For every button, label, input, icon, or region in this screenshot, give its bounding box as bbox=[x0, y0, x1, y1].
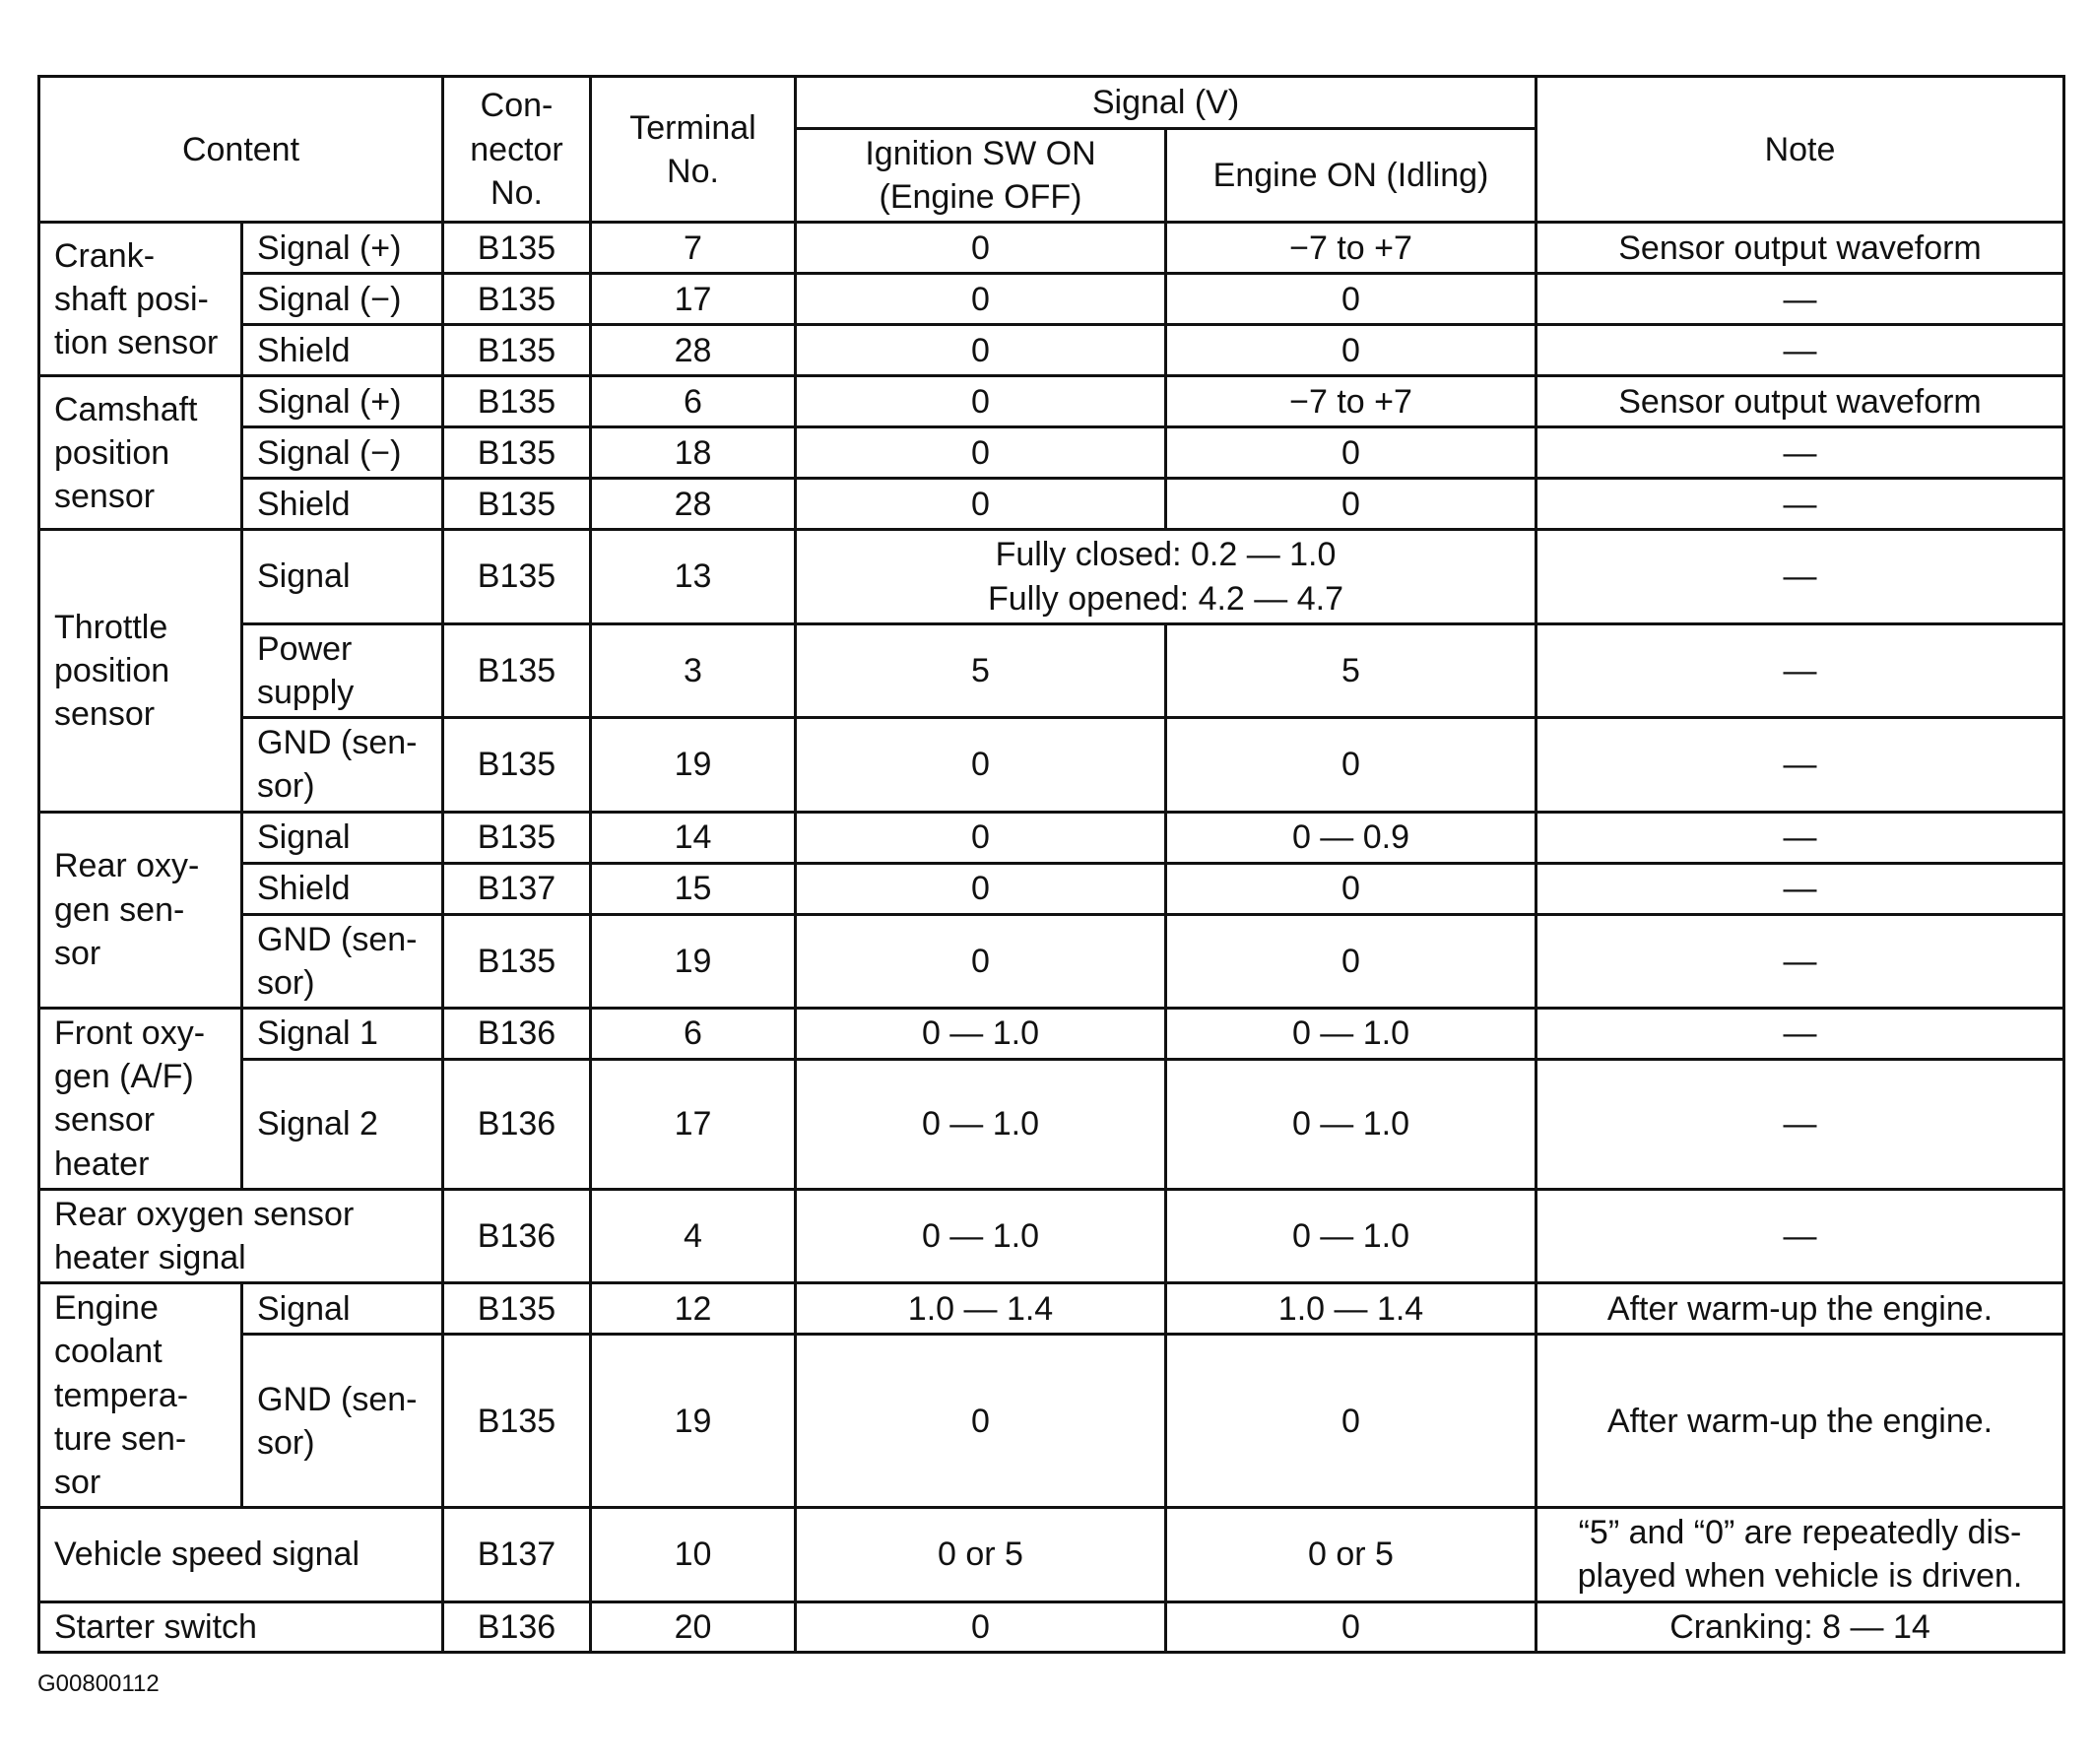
note-cell: After warm-up the engine. bbox=[1536, 1283, 2064, 1335]
header-row bbox=[39, 77, 2064, 129]
eng-cell: 0 — 1.0 bbox=[1166, 1008, 1536, 1059]
note-cell: Sensor output waveform bbox=[1536, 223, 2064, 274]
table-row bbox=[39, 623, 2064, 717]
table-row bbox=[39, 812, 2064, 863]
table-row bbox=[39, 1008, 2064, 1059]
header-content: Content bbox=[39, 77, 443, 223]
eng-cell: 1.0 — 1.4 bbox=[1166, 1283, 1536, 1335]
eng-cell: 0 bbox=[1166, 325, 1536, 376]
merged-signal-cell: Fully closed: 0.2 — 1.0 Fully opened: 4.2 — 4.7 bbox=[796, 530, 1536, 623]
note-cell: Sensor output waveform bbox=[1536, 376, 2064, 427]
header-note: Note bbox=[1536, 77, 2064, 223]
terminal-cell: 28 bbox=[591, 325, 796, 376]
connector-cell: B135 bbox=[443, 812, 591, 863]
terminal-cell: 17 bbox=[591, 274, 796, 325]
note-cell: — bbox=[1536, 914, 2064, 1008]
terminal-cell: 7 bbox=[591, 223, 796, 274]
eng-cell: −7 to +7 bbox=[1166, 223, 1536, 274]
ign-cell: 0 bbox=[796, 427, 1166, 479]
header-signal: Signal (V) bbox=[796, 77, 1536, 129]
connector-cell: B136 bbox=[443, 1601, 591, 1652]
ign-cell: 0 — 1.0 bbox=[796, 1189, 1166, 1282]
table-row bbox=[39, 274, 2064, 325]
terminal-cell: 4 bbox=[591, 1189, 796, 1282]
table-row bbox=[39, 1059, 2064, 1189]
eng-cell: −7 to +7 bbox=[1166, 376, 1536, 427]
row-label: Starter switch bbox=[39, 1601, 443, 1652]
connector-cell: B135 bbox=[443, 427, 591, 479]
terminal-voltage-table bbox=[37, 75, 2065, 1654]
note-cell: — bbox=[1536, 1059, 2064, 1189]
connector-cell: B135 bbox=[443, 914, 591, 1008]
ign-cell: 5 bbox=[796, 623, 1166, 717]
terminal-cell: 6 bbox=[591, 376, 796, 427]
terminal-cell: 17 bbox=[591, 1059, 796, 1189]
terminal-cell: 12 bbox=[591, 1283, 796, 1335]
terminal-cell: 15 bbox=[591, 863, 796, 914]
eng-cell: 0 bbox=[1166, 1335, 1536, 1508]
note-cell: Cranking: 8 — 14 bbox=[1536, 1601, 2064, 1652]
sub-label: Shield bbox=[242, 863, 443, 914]
sub-label: Signal (−) bbox=[242, 427, 443, 479]
header-connector: Con- nector No. bbox=[443, 77, 591, 223]
ign-cell: 0 — 1.0 bbox=[796, 1008, 1166, 1059]
terminal-cell: 19 bbox=[591, 718, 796, 812]
note-cell: — bbox=[1536, 1008, 2064, 1059]
terminal-cell: 13 bbox=[591, 530, 796, 623]
connector-cell: B135 bbox=[443, 623, 591, 717]
group-front-oxygen-heater: Front oxy- gen (A/F) sensor heater bbox=[39, 1008, 242, 1189]
note-cell: — bbox=[1536, 325, 2064, 376]
table-row bbox=[39, 479, 2064, 530]
note-cell: — bbox=[1536, 718, 2064, 812]
sub-label: Power supply bbox=[242, 623, 443, 717]
eng-cell: 0 bbox=[1166, 914, 1536, 1008]
connector-cell: B137 bbox=[443, 1508, 591, 1601]
row-label: Rear oxygen sensor heater signal bbox=[39, 1189, 443, 1282]
ign-cell: 0 or 5 bbox=[796, 1508, 1166, 1601]
figure-code: G00800112 bbox=[37, 1670, 160, 1697]
ign-cell: 0 bbox=[796, 325, 1166, 376]
sub-label: Signal bbox=[242, 530, 443, 623]
eng-cell: 0 bbox=[1166, 863, 1536, 914]
eng-cell: 0 — 1.0 bbox=[1166, 1189, 1536, 1282]
table-row bbox=[39, 1283, 2064, 1335]
sub-label: GND (sen- sor) bbox=[242, 1335, 443, 1508]
ign-cell: 0 bbox=[796, 812, 1166, 863]
connector-cell: B135 bbox=[443, 325, 591, 376]
group-camshaft-sensor: Camshaft position sensor bbox=[39, 376, 242, 530]
note-cell: — bbox=[1536, 530, 2064, 623]
ign-cell: 0 bbox=[796, 718, 1166, 812]
sub-label: Signal (+) bbox=[242, 376, 443, 427]
connector-cell: B135 bbox=[443, 479, 591, 530]
eng-cell: 0 bbox=[1166, 479, 1536, 530]
table-row bbox=[39, 863, 2064, 914]
eng-cell: 0 — 0.9 bbox=[1166, 812, 1536, 863]
table-row bbox=[39, 1508, 2064, 1601]
connector-cell: B137 bbox=[443, 863, 591, 914]
note-cell: “5” and “0” are repeatedly dis- played when vehicle is driven. bbox=[1536, 1508, 2064, 1601]
terminal-cell: 28 bbox=[591, 479, 796, 530]
connector-cell: B136 bbox=[443, 1189, 591, 1282]
ign-cell: 0 bbox=[796, 479, 1166, 530]
sub-label: Signal (+) bbox=[242, 223, 443, 274]
terminal-cell: 19 bbox=[591, 914, 796, 1008]
header-engine: Engine ON (Idling) bbox=[1166, 129, 1536, 223]
ign-cell: 0 bbox=[796, 1335, 1166, 1508]
eng-cell: 0 — 1.0 bbox=[1166, 1059, 1536, 1189]
ign-cell: 0 bbox=[796, 1601, 1166, 1652]
table-row bbox=[39, 427, 2064, 479]
sub-label: GND (sen- sor) bbox=[242, 718, 443, 812]
note-cell: — bbox=[1536, 479, 2064, 530]
table-row bbox=[39, 1601, 2064, 1652]
ign-cell: 1.0 — 1.4 bbox=[796, 1283, 1166, 1335]
ign-cell: 0 — 1.0 bbox=[796, 1059, 1166, 1189]
group-throttle-sensor: Throttle position sensor bbox=[39, 530, 242, 812]
sub-label: Signal 2 bbox=[242, 1059, 443, 1189]
terminal-cell: 14 bbox=[591, 812, 796, 863]
sub-label: Signal bbox=[242, 1283, 443, 1335]
sub-label: Shield bbox=[242, 325, 443, 376]
table-row bbox=[39, 325, 2064, 376]
connector-cell: B135 bbox=[443, 376, 591, 427]
note-cell: — bbox=[1536, 623, 2064, 717]
terminal-cell: 20 bbox=[591, 1601, 796, 1652]
note-cell: — bbox=[1536, 274, 2064, 325]
connector-cell: B135 bbox=[443, 223, 591, 274]
sub-label: Signal (−) bbox=[242, 274, 443, 325]
terminal-cell: 10 bbox=[591, 1508, 796, 1601]
connector-cell: B135 bbox=[443, 530, 591, 623]
header-ignition: Ignition SW ON (Engine OFF) bbox=[796, 129, 1166, 223]
group-rear-oxygen-sensor: Rear oxy- gen sen- sor bbox=[39, 812, 242, 1008]
terminal-cell: 19 bbox=[591, 1335, 796, 1508]
ign-cell: 0 bbox=[796, 274, 1166, 325]
connector-cell: B135 bbox=[443, 1283, 591, 1335]
terminal-cell: 18 bbox=[591, 427, 796, 479]
eng-cell: 0 bbox=[1166, 274, 1536, 325]
header-terminal: Terminal No. bbox=[591, 77, 796, 223]
sub-label: Signal 1 bbox=[242, 1008, 443, 1059]
terminal-cell: 6 bbox=[591, 1008, 796, 1059]
sub-label: Signal bbox=[242, 812, 443, 863]
sub-label: Shield bbox=[242, 479, 443, 530]
group-crankshaft-sensor: Crank- shaft posi- tion sensor bbox=[39, 223, 242, 376]
terminal-cell: 3 bbox=[591, 623, 796, 717]
table-row bbox=[39, 1189, 2064, 1282]
note-cell: — bbox=[1536, 427, 2064, 479]
table-row bbox=[39, 376, 2064, 427]
row-label: Vehicle speed signal bbox=[39, 1508, 443, 1601]
note-cell: After warm-up the engine. bbox=[1536, 1335, 2064, 1508]
connector-cell: B135 bbox=[443, 1335, 591, 1508]
ign-cell: 0 bbox=[796, 223, 1166, 274]
connector-cell: B136 bbox=[443, 1059, 591, 1189]
eng-cell: 0 bbox=[1166, 427, 1536, 479]
table-row bbox=[39, 914, 2064, 1008]
ign-cell: 0 bbox=[796, 376, 1166, 427]
eng-cell: 0 bbox=[1166, 718, 1536, 812]
eng-cell: 5 bbox=[1166, 623, 1536, 717]
sub-label: GND (sen- sor) bbox=[242, 914, 443, 1008]
table-row bbox=[39, 718, 2064, 812]
table-row bbox=[39, 1335, 2064, 1508]
connector-cell: B136 bbox=[443, 1008, 591, 1059]
table-row bbox=[39, 223, 2064, 274]
note-cell: — bbox=[1536, 1189, 2064, 1282]
connector-cell: B135 bbox=[443, 718, 591, 812]
ign-cell: 0 bbox=[796, 863, 1166, 914]
ign-cell: 0 bbox=[796, 914, 1166, 1008]
eng-cell: 0 bbox=[1166, 1601, 1536, 1652]
eng-cell: 0 or 5 bbox=[1166, 1508, 1536, 1601]
group-coolant-temp-sensor: Engine coolant tempera- ture sen- sor bbox=[39, 1283, 242, 1508]
note-cell: — bbox=[1536, 863, 2064, 914]
connector-cell: B135 bbox=[443, 274, 591, 325]
note-cell: — bbox=[1536, 812, 2064, 863]
table-row bbox=[39, 530, 2064, 623]
